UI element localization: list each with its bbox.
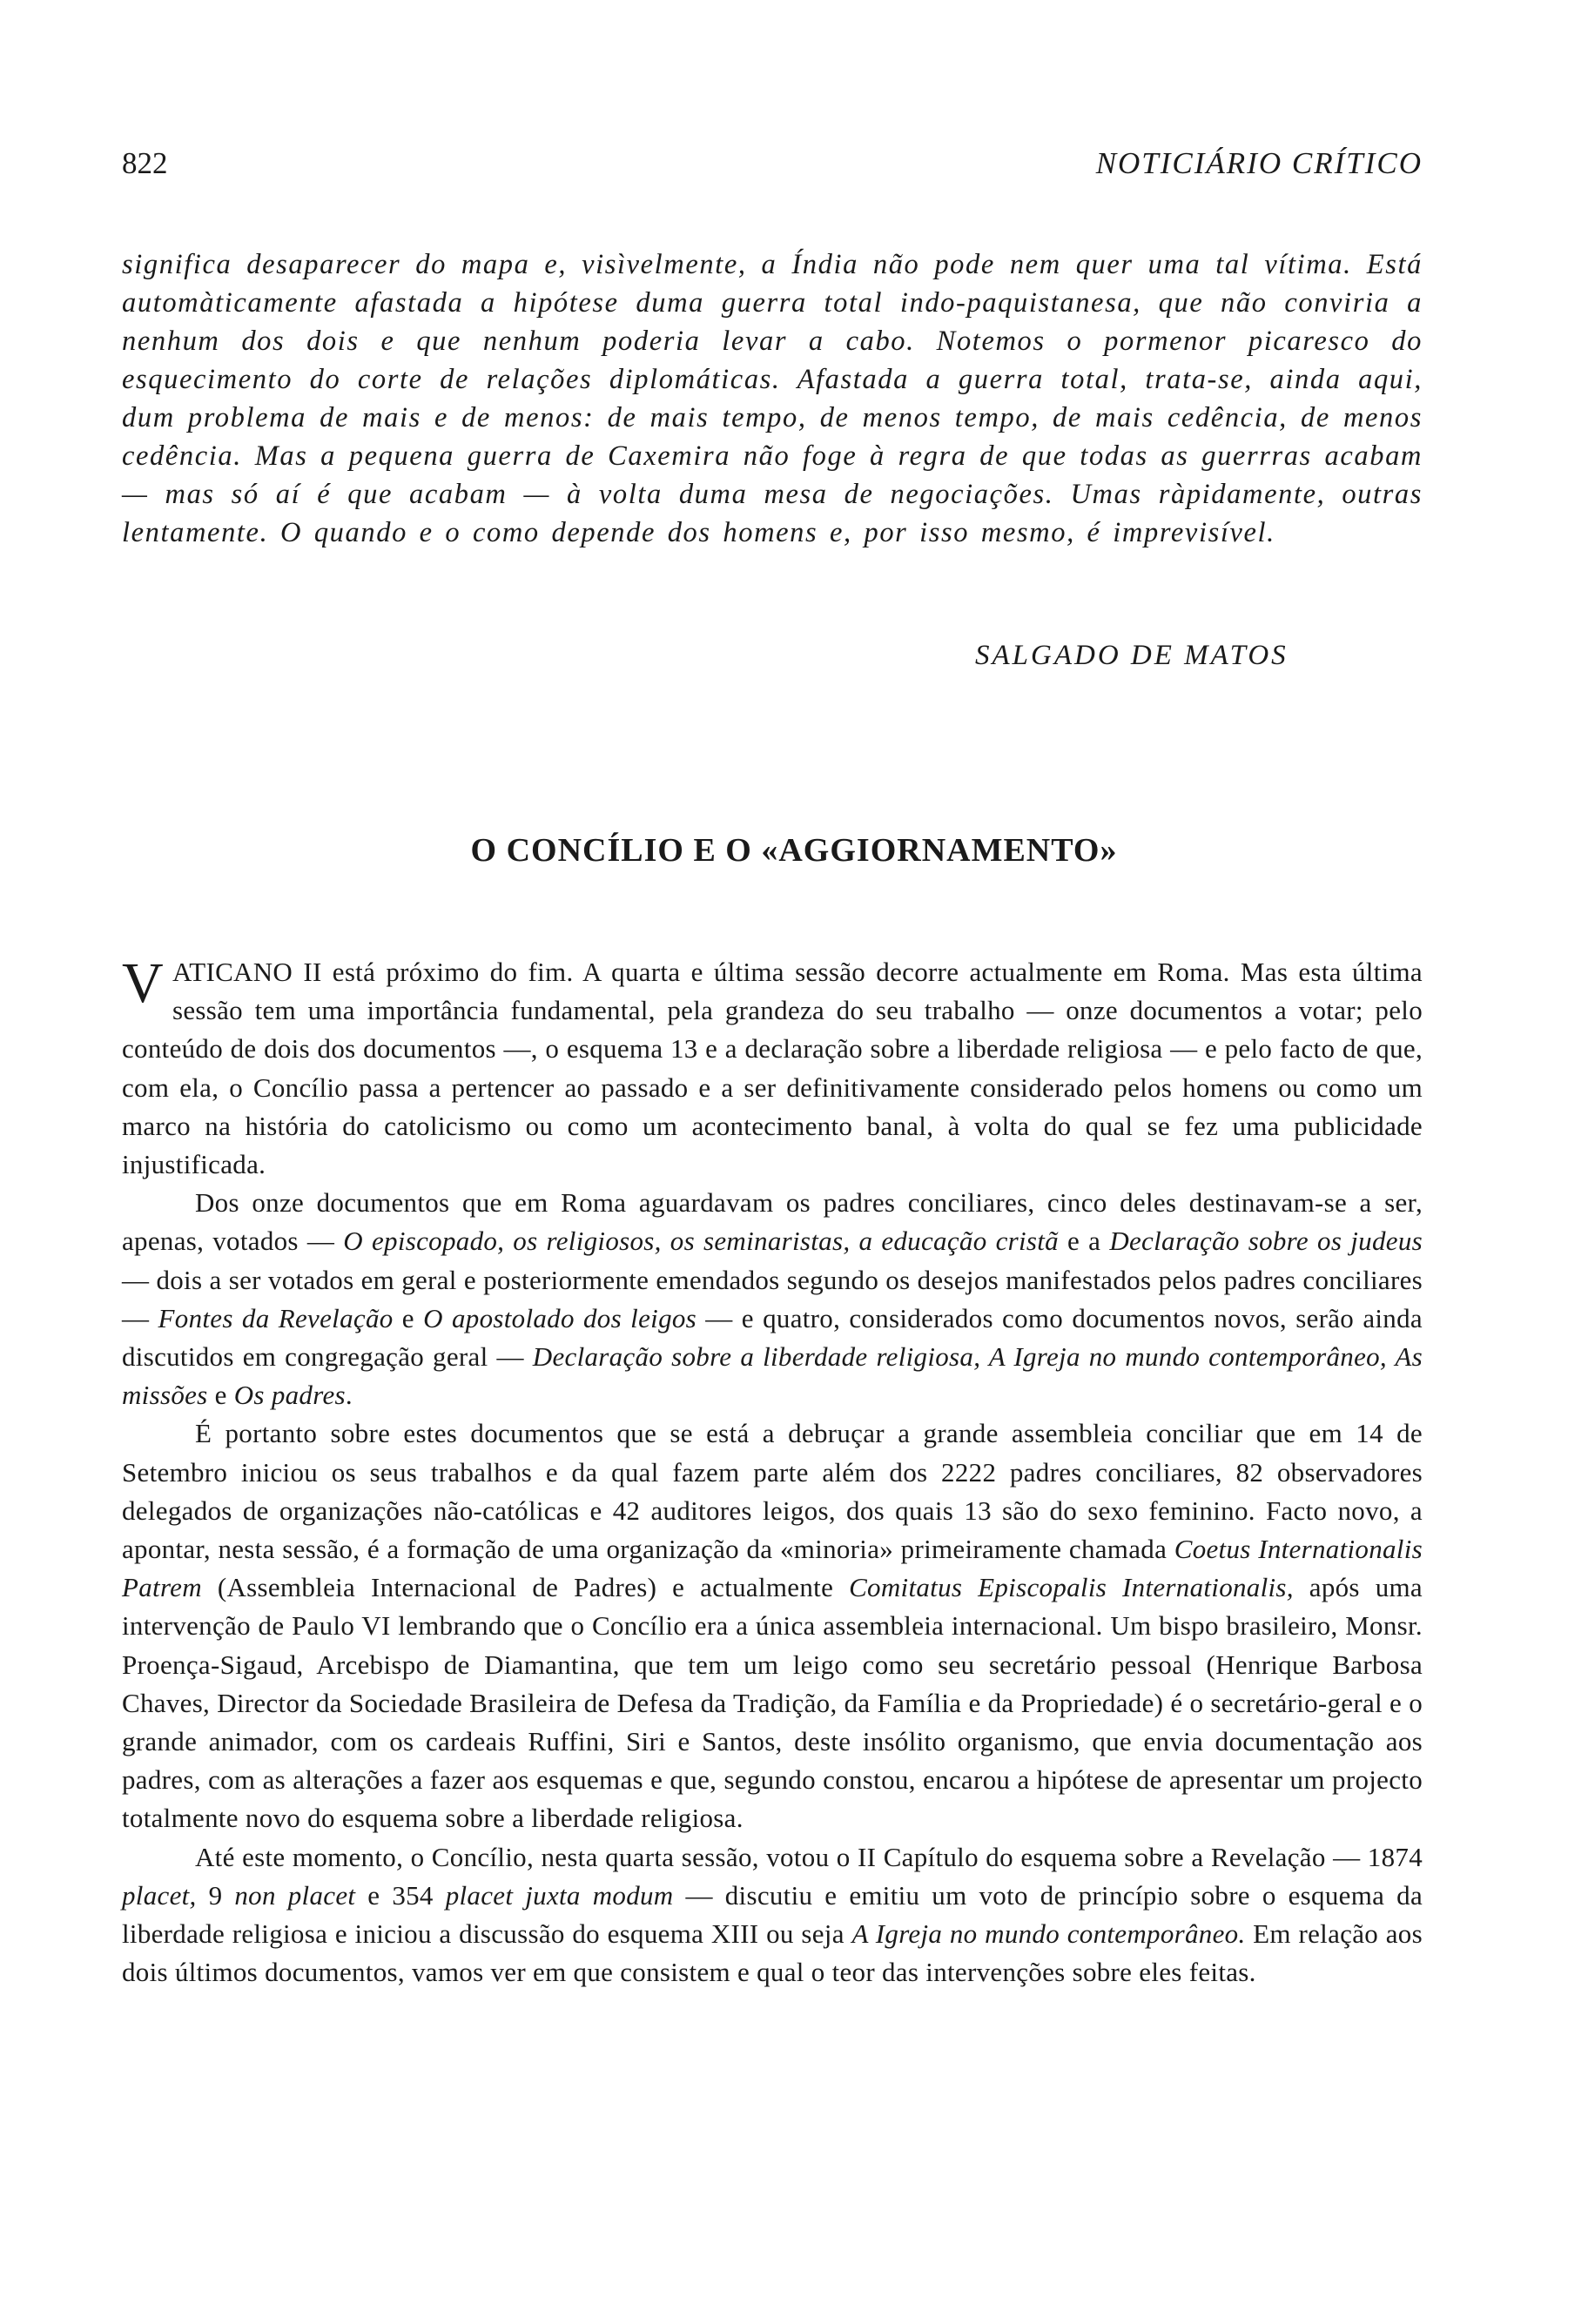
italic-text: placet, (122, 1879, 197, 1911)
text-span: É portanto sobre estes documentos que se está a debruçar a grande assembleia conciliar que em 14 de Setembro iniciou os seus trabalhos e da qual fazem parte além dos 2222 padres conciliares, 82 observadores delegados de organizações não-católicas e 42 auditores leigos, dos quais 13 são do sexo feminino. Facto novo, a apontar, nesta sessão, é a formação de uma organização da «minoria» primeiramente chamada (122, 1418, 1423, 1565)
italic-text: non placet (234, 1879, 356, 1911)
running-title: NOTICIÁRIO CRÍTICO (1095, 146, 1423, 180)
italic-text: A Igreja no mundo contemporâneo. (851, 1918, 1246, 1950)
text-span: — dois a ser votados em geral e posteriormente emendados segundo os desejos manifestados pelos padres conciliares — (122, 1264, 1423, 1333)
italic-text: Declaração sobre os judeus (1109, 1226, 1423, 1257)
text-span: e a (1058, 1226, 1110, 1257)
text-span: (Assembleia Internacional de Padres) e actualmente (201, 1572, 850, 1603)
paragraph-2 (122, 1184, 1423, 1414)
text-span: e 354 (355, 1879, 446, 1911)
article-body (122, 953, 1423, 1992)
italic-text: Declaração sobre a liberdade religiosa, A Igreja no mundo contemporâneo, As missões (122, 1341, 1423, 1411)
author-signature: SALGADO DE MATOS (975, 640, 1289, 671)
italic-text: O episcopado, os religiosos, os seminaristas, a educação cristã (343, 1226, 1059, 1257)
italic-text: placet juxta modum (445, 1879, 674, 1911)
paragraph-1-text: ATICANO II está próximo do fim. A quarta e última sessão decorre actualmente em Roma. Mas esta última sessão tem uma importância fundamental, pela grandeza do seu trabalho — onze documentos a votar; pelo conteúdo de dois dos documentos —, o esquema 13 e a declaração sobre a liberdade religiosa — e pelo facto de que, com ela, o Concílio passa a pertencer ao passado e a ser definitivamente considerado pelos homens ou como um marco na história do catolicismo ou como um acontecimento banal, à volta do qual se fez uma publicidade injustificada. (122, 957, 1423, 1180)
paragraph-4 (122, 1838, 1423, 1992)
text-span: Dos onze documentos que em Roma aguardavam os padres conciliares, cinco deles destinavam-se a ser, apenas, votados — (122, 1187, 1423, 1257)
text-span: Até este momento, o Concílio, nesta quarta sessão, votou o II Capítulo do esquema sobre a Revelação — 1874 (195, 1841, 1423, 1872)
text-span: — discutiu e emitiu um voto de princípio sobre o esquema da liberdade religiosa e iniciou a discussão do esquema XIII ou seja (122, 1879, 1423, 1950)
text-span: após uma intervenção de Paulo VI lembrando que o Concílio era a única assembleia internacional. Um bispo brasileiro, Monsr. Proença-Sigaud, Arcebispo de Diamantina, que tem um leigo como seu secretário pessoal (Henrique Barbosa Chaves, Director da Sociedade Brasileira de Defesa da Tradição, da Família e da Propriedade) é o secretário-geral e o grande animador, com os cardeais Ruffini, Siri e Santos, deste insólito organismo, que envia documentação aos padres, com as alterações a fazer aos esquemas e que, segundo constou, encarou a hipótese de apresentar um projecto totalmente novo do esquema sobre a liberdade religiosa. (122, 1572, 1423, 1834)
text-span: 9 (196, 1879, 235, 1911)
article-title: O CONCÍLIO E O «AGGIORNAMENTO» (470, 832, 1118, 869)
text-span: e (207, 1380, 234, 1411)
italic-text: Fontes da Revelação (158, 1302, 394, 1333)
text-span: — e quatro, considerados como documentos novos, serão ainda discutidos em congregação geral — (122, 1302, 1423, 1373)
italic-text: Comitatus Episcopalis Internationalis, (849, 1572, 1294, 1603)
previous-article-conclusion: significa desaparecer do mapa e, visìvelmente, a Índia não pode nem quer uma tal vítima. Está automàticamente afastada a hipótese duma guerra total indo-paquistanesa, que não conviria a nenhum dos dois e que nenhum poderia levar a cabo. Notemos o pormenor picaresco do esquecimento do corte de relações diplomáticas. Afastada a guerra total, trata-se, ainda aqui, dum problema de mais e de menos: de mais tempo, de menos tempo, de mais cedência, de menos cedência. Mas a pequena guerra de Caxemira não foge à regra de que todas as guerrras acabam — mas só aí é que acabam — à volta duma mesa de negociações. Umas ràpidamente, outras lentamente. O quando e o como depende dos homens e, por isso mesmo, é imprevisível. (122, 249, 1423, 548)
drop-cap: V (122, 951, 164, 1015)
page-number: 822 (122, 146, 168, 180)
italic-text: Coetus Internationalis Patrem (122, 1534, 1423, 1603)
text-span: e (393, 1302, 424, 1333)
text-span: . (345, 1380, 353, 1411)
italic-text: Os padres (233, 1380, 346, 1411)
paragraph-1 (122, 953, 1423, 1184)
text-span: Em relação aos dois últimos documentos, vamos ver em que consistem e qual o teor das intervenções sobre eles feitas. (122, 1918, 1423, 1988)
italic-text: O apostolado dos leigos (423, 1302, 697, 1333)
page-header (122, 146, 1423, 190)
paragraph-3 (122, 1414, 1423, 1837)
